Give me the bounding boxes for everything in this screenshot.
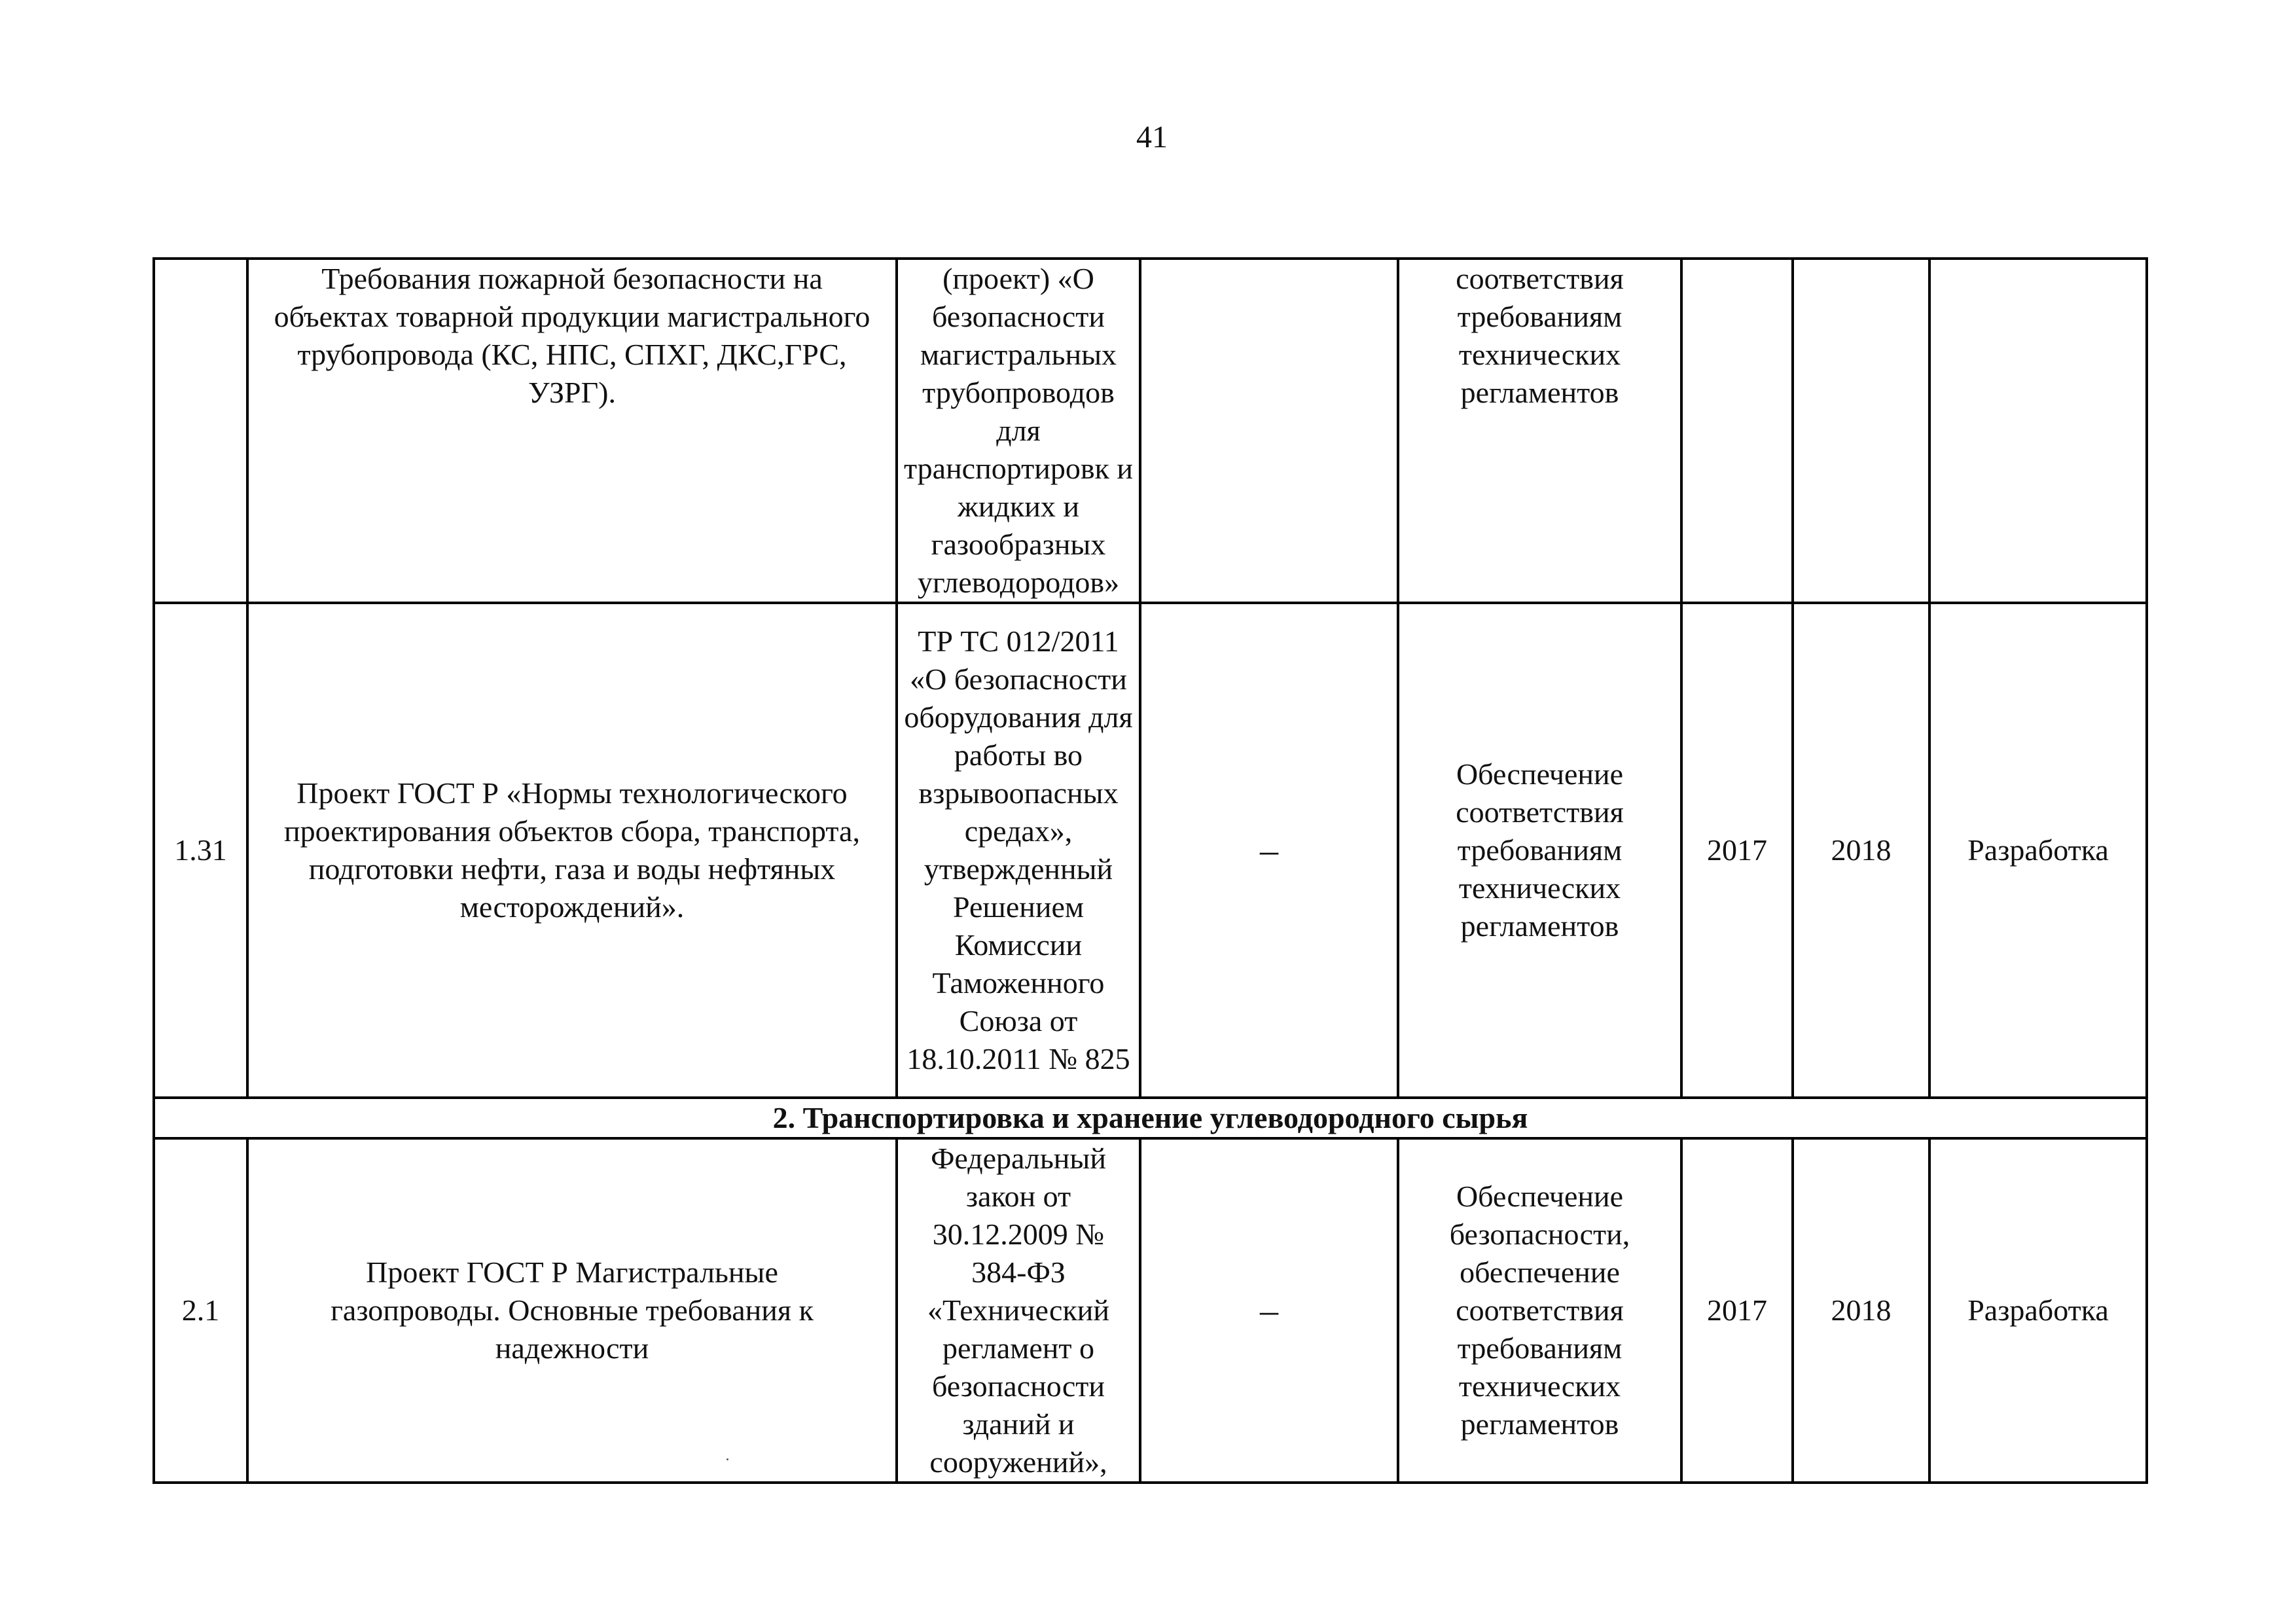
row-number-cell: 2.1 bbox=[154, 1138, 247, 1483]
regulation-basis-cell: ТР ТС 012/2011 «О безопасности оборудования для работы во взрывоопасных средах», утвержденный Решением Комиссии Таможенного Союза от 18.10.2011 № 825 bbox=[897, 603, 1140, 1098]
dash-cell: – bbox=[1140, 1138, 1398, 1483]
work-type-cell bbox=[1929, 259, 2147, 603]
document-title-cell bbox=[247, 259, 897, 603]
start-year-cell bbox=[1681, 259, 1793, 603]
table-row bbox=[154, 259, 2147, 603]
dash-cell bbox=[1140, 259, 1398, 603]
row-number-cell bbox=[154, 259, 247, 603]
purpose-cell bbox=[1398, 1138, 1681, 1483]
purpose-text: Обеспечение безопасности, обеспечение соответствия требованиям технических регламентов bbox=[1449, 1180, 1630, 1441]
scan-speck bbox=[726, 1458, 728, 1460]
document-title: Проект ГОСТ Р «Нормы технологического проектирования объектов сбора, транспорта, подготовки нефти, газа и воды нефтяных месторождений». bbox=[284, 776, 860, 924]
start-year-cell: 2017 bbox=[1681, 1138, 1793, 1483]
standards-plan-table bbox=[152, 257, 2148, 1484]
section-title: 2. Транспортировка и хранение углеводородного сырья bbox=[154, 1098, 2147, 1138]
end-year-cell bbox=[1793, 259, 1929, 603]
document-title-cell bbox=[247, 1138, 897, 1483]
document-title-cell bbox=[247, 603, 897, 1098]
page-number: 41 bbox=[1136, 120, 1168, 154]
work-type-cell: Разработка bbox=[1929, 1138, 2147, 1483]
end-year-cell: 2018 bbox=[1793, 1138, 1929, 1483]
document-title: Требования пожарной безопасности на объектах товарной продукции магистрального трубопровода (КС, НПС, СПХГ, ДКС,ГРС, УЗРГ). bbox=[274, 262, 870, 409]
purpose-text: Обеспечение соответствия требованиям технических регламентов bbox=[1456, 757, 1624, 943]
end-year-cell: 2018 bbox=[1793, 603, 1929, 1098]
regulation-basis-cell: (проект) «О безопасности магистральных трубопроводов для транспортировк и жидких и газообразных углеводородов» bbox=[897, 259, 1140, 603]
purpose-cell bbox=[1398, 259, 1681, 603]
purpose-cell bbox=[1398, 603, 1681, 1098]
row-number-cell: 1.31 bbox=[154, 603, 247, 1098]
document-title: Проект ГОСТ Р Магистральные газопроводы. Основные требования к надежности bbox=[331, 1255, 814, 1365]
dash-cell: – bbox=[1140, 603, 1398, 1098]
table-row bbox=[154, 1138, 2147, 1483]
table-row bbox=[154, 603, 2147, 1098]
work-type-cell: Разработка bbox=[1929, 603, 2147, 1098]
section-header-row bbox=[154, 1098, 2147, 1138]
start-year-cell: 2017 bbox=[1681, 603, 1793, 1098]
regulation-basis-cell bbox=[897, 1138, 1140, 1483]
purpose-text: соответствия требованиям технических регламентов bbox=[1456, 262, 1624, 409]
regulation-basis-text: Федеральный закон от 30.12.2009 № 384-ФЗ «Технический регламент о безопасности зданий и сооружений», bbox=[927, 1142, 1110, 1479]
